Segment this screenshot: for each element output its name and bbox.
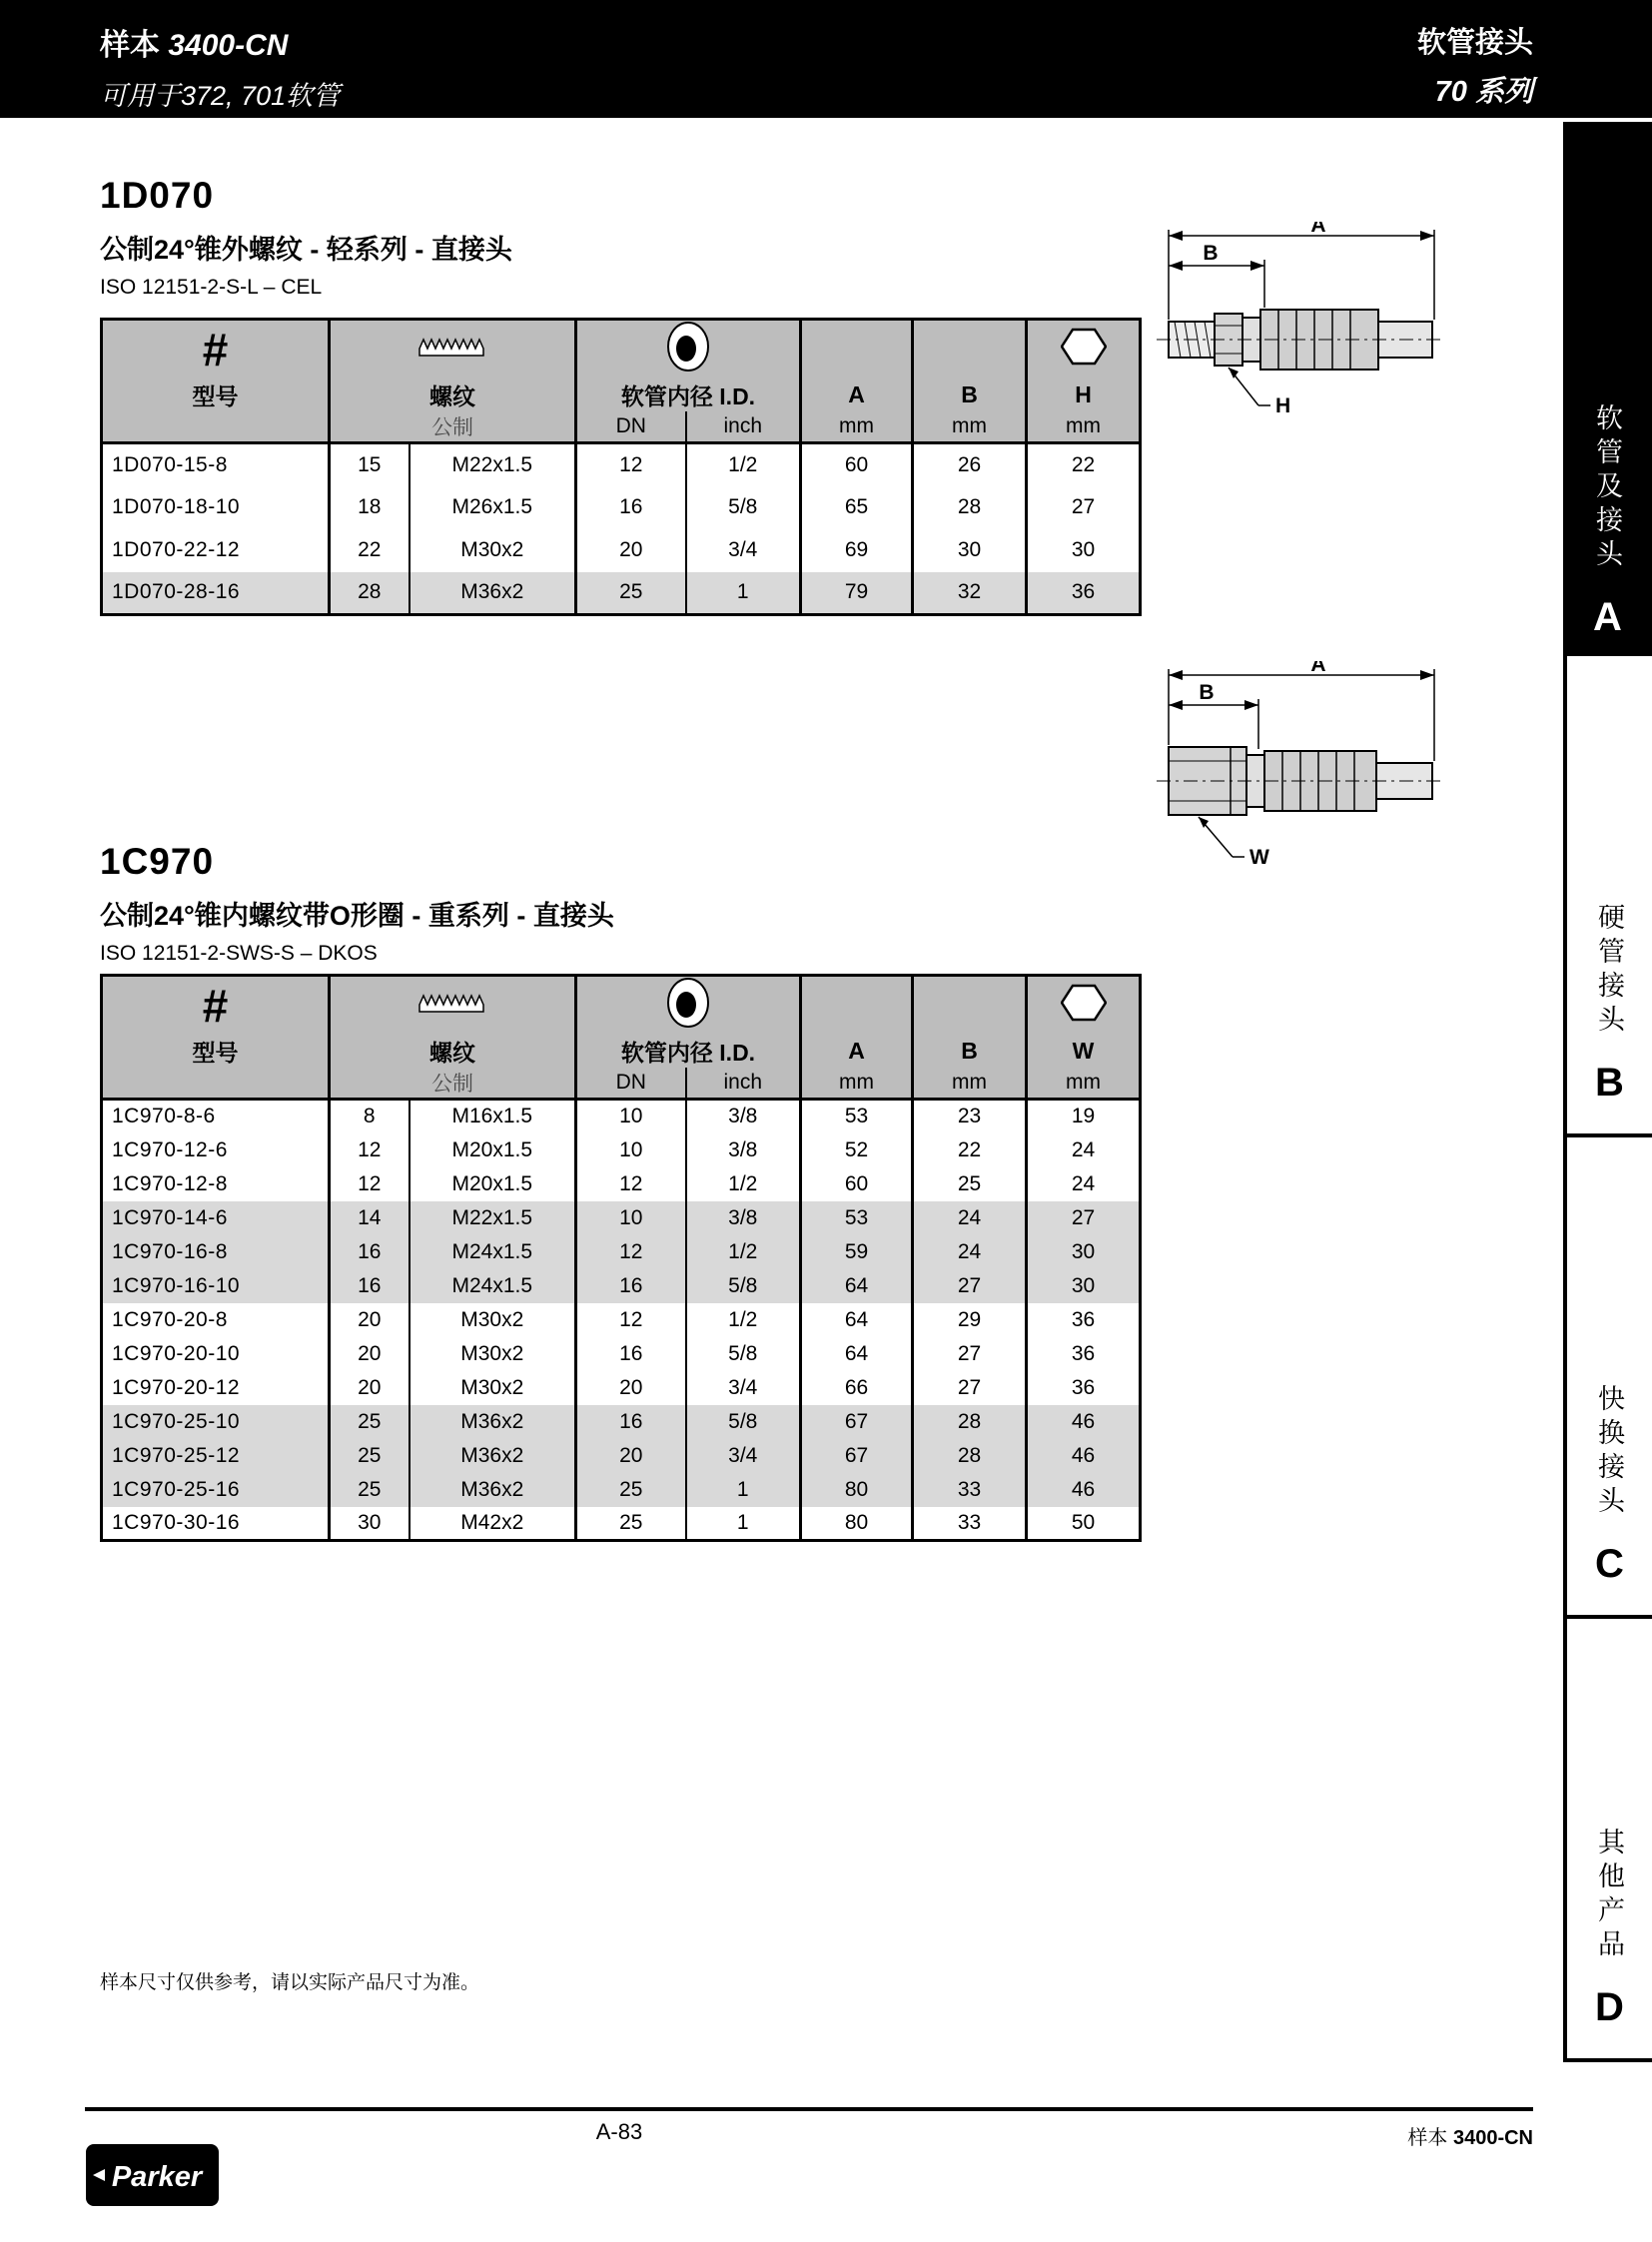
- table-cell: 50: [1071, 1510, 1096, 1534]
- table-cell: 1/2: [686, 1235, 801, 1269]
- sub-unit: mm: [913, 1068, 1027, 1100]
- spec-table-1d070: [100, 318, 1142, 616]
- parker-logo: [85, 2143, 220, 2212]
- product-code: 1D070: [100, 175, 215, 216]
- table-cell: 67: [801, 1439, 913, 1473]
- table-cell: 12: [576, 443, 686, 486]
- table-row: [102, 1337, 1141, 1371]
- product-title: 公制24°锥外螺纹 - 轻系列 - 直接头: [100, 235, 512, 265]
- number-sign: #: [202, 323, 229, 375]
- thread-profile-icon: [330, 976, 576, 1035]
- table-cell: 30: [1071, 538, 1096, 561]
- table-cell: M22x1.5: [410, 443, 576, 486]
- table-row: [102, 1473, 1141, 1507]
- tab-label: 硬管接头: [1594, 903, 1624, 1039]
- table-cell: 1C970-14-6: [102, 1201, 330, 1235]
- table-cell: 1D070-18-10: [102, 486, 330, 529]
- table-cell: 27: [913, 1337, 1027, 1371]
- table-row: [102, 1235, 1141, 1269]
- table-cell: 24: [1071, 1171, 1096, 1195]
- technical-drawing-1d070: [1147, 222, 1446, 436]
- hose-compatibility: 可用于372, 701软管: [100, 81, 341, 111]
- table-cell: 1C970-16-8: [102, 1235, 330, 1269]
- table-cell: 1: [686, 1473, 801, 1507]
- table-row: [102, 1507, 1141, 1541]
- parker-logo-text: Parker: [111, 2161, 203, 2193]
- sidebar-tab-tube-fittings[interactable]: [1563, 656, 1652, 1137]
- col-part: 型号: [102, 377, 330, 411]
- table-cell: 22: [913, 1133, 1027, 1167]
- thread-profile-icon: [330, 320, 576, 378]
- table-cell: 25: [913, 1167, 1027, 1201]
- table-cell: 16: [330, 1269, 410, 1303]
- col-hose-id: 软管内径 I.D.: [576, 1034, 801, 1068]
- table-row: [102, 443, 1141, 486]
- hose-bore-icon: [576, 976, 801, 1035]
- table-cell: 33: [913, 1473, 1027, 1507]
- table-cell: 64: [801, 1303, 913, 1337]
- table-cell: 5/8: [686, 486, 801, 529]
- table-cell: M26x1.5: [410, 486, 576, 529]
- table-cell: 3/8: [686, 1201, 801, 1235]
- sub-metric: 公制: [330, 1068, 576, 1100]
- dim-h-label: H: [1275, 394, 1291, 417]
- table-cell: 25: [576, 572, 686, 615]
- table-cell: 1C970-8-6: [102, 1100, 330, 1133]
- table-row: [102, 1167, 1141, 1201]
- tab-letter: B: [1595, 1061, 1624, 1105]
- table-cell: 33: [913, 1507, 1027, 1541]
- table-cell: M22x1.5: [410, 1201, 576, 1235]
- table-cell: 1C970-30-16: [102, 1507, 330, 1541]
- table-cell: M30x2: [410, 1371, 576, 1405]
- table-cell: M16x1.5: [410, 1100, 576, 1133]
- sub-unit: mm: [801, 411, 913, 443]
- header-sub-row: [102, 411, 1141, 443]
- col-b: B: [913, 1034, 1027, 1068]
- table-cell: 5/8: [686, 1269, 801, 1303]
- table-cell: 5/8: [686, 1405, 801, 1439]
- table-cell: 69: [801, 529, 913, 572]
- col-a: A: [801, 1034, 913, 1068]
- table-cell: M30x2: [410, 529, 576, 572]
- footer-ref-label: 样本: [1407, 2127, 1448, 2149]
- hose-bore-icon: [576, 320, 801, 378]
- table-cell: 16: [576, 486, 686, 529]
- table-cell: 25: [576, 1473, 686, 1507]
- header-label-row: [102, 377, 1141, 411]
- table-cell: M24x1.5: [410, 1235, 576, 1269]
- table-cell: 1C970-25-10: [102, 1405, 330, 1439]
- tab-letter: D: [1595, 1985, 1624, 2029]
- section-heading-1c970: [100, 841, 614, 966]
- table-cell: 10: [576, 1133, 686, 1167]
- col-thread: 螺纹: [330, 1034, 576, 1068]
- table-cell: 28: [913, 1405, 1027, 1439]
- table-cell: 67: [801, 1405, 913, 1439]
- table-cell: 29: [913, 1303, 1027, 1337]
- col-h: H: [1027, 377, 1141, 411]
- table-cell: 3/4: [686, 529, 801, 572]
- table-cell: 80: [801, 1507, 913, 1541]
- table-cell: 1: [686, 1507, 801, 1541]
- table-row: [102, 1371, 1141, 1405]
- table-cell: 27: [1027, 1201, 1141, 1235]
- table-cell: 5/8: [686, 1337, 801, 1371]
- table-cell: 60: [801, 1167, 913, 1201]
- table-cell: 16: [576, 1337, 686, 1371]
- table-cell: 46: [1027, 1439, 1141, 1473]
- spec-table-1c970: [100, 974, 1142, 1542]
- table-cell: 66: [801, 1371, 913, 1405]
- table-cell: 25: [576, 1507, 686, 1541]
- table-cell: 1D070-22-12: [102, 529, 330, 572]
- table-cell: 64: [801, 1337, 913, 1371]
- sidebar-tab-quick-couplings[interactable]: [1563, 1137, 1652, 1619]
- table-cell: 1D070-28-16: [102, 572, 330, 615]
- table-cell: M36x2: [410, 572, 576, 615]
- sub-inch: inch: [686, 411, 801, 443]
- table-cell: 1C970-20-12: [102, 1371, 330, 1405]
- table-cell: 3/8: [686, 1100, 801, 1133]
- table-cell: 22: [1071, 452, 1096, 476]
- footer-divider: [85, 2107, 1533, 2111]
- tab-letter: C: [1595, 1542, 1624, 1586]
- table-cell: M36x2: [410, 1405, 576, 1439]
- table-cell: 8: [330, 1100, 410, 1133]
- table-cell: 25: [330, 1439, 410, 1473]
- table-cell: 52: [801, 1133, 913, 1167]
- table-cell: 1C970-12-6: [102, 1133, 330, 1167]
- table-cell: 20: [330, 1337, 410, 1371]
- table-row: [102, 572, 1141, 615]
- table-cell: M36x2: [410, 1473, 576, 1507]
- table-cell: 20: [576, 1371, 686, 1405]
- table-cell: 46: [1027, 1405, 1141, 1439]
- header-label-row: [102, 1034, 1141, 1068]
- table-cell: 23: [913, 1100, 1027, 1133]
- table-cell: 1/2: [686, 443, 801, 486]
- table-cell: 36: [1027, 572, 1141, 615]
- table-cell: M36x2: [410, 1439, 576, 1473]
- col-b: B: [913, 377, 1027, 411]
- table-cell: 25: [330, 1405, 410, 1439]
- table-row: [102, 1201, 1141, 1235]
- product-title: 公制24°锥内螺纹带O形圈 - 重系列 - 直接头: [100, 901, 614, 931]
- sub-unit: mm: [1027, 1068, 1141, 1100]
- table-cell: 24: [913, 1235, 1027, 1269]
- table-row: [102, 1269, 1141, 1303]
- table-cell: 3/4: [686, 1371, 801, 1405]
- table-row: [102, 1303, 1141, 1337]
- table-row: [102, 486, 1141, 529]
- table-cell: 46: [1027, 1473, 1141, 1507]
- page-header: [0, 0, 1652, 118]
- col-w: W: [1027, 1034, 1141, 1068]
- table-cell: 27: [913, 1371, 1027, 1405]
- table-cell: 3/8: [686, 1133, 801, 1167]
- table-cell: 12: [576, 1167, 686, 1201]
- table-cell: M30x2: [410, 1337, 576, 1371]
- table-row: [102, 1439, 1141, 1473]
- dim-a-label: A: [1310, 661, 1326, 676]
- table-cell: 1/2: [686, 1167, 801, 1201]
- sidebar-tab-hose-fittings[interactable]: [1563, 122, 1652, 656]
- table-cell: 30: [913, 529, 1027, 572]
- table-cell: 1/2: [686, 1303, 801, 1337]
- category-title: 软管接头: [1416, 27, 1533, 59]
- section-heading-1d070: [100, 175, 512, 300]
- table-cell: M20x1.5: [410, 1167, 576, 1201]
- dim-w-label: W: [1249, 846, 1269, 869]
- sub-unit: mm: [801, 1068, 913, 1100]
- sub-dn: DN: [576, 411, 686, 443]
- hex-nut-icon: [1027, 320, 1141, 378]
- table-cell: 30: [330, 1507, 410, 1541]
- col-part: 型号: [102, 1034, 330, 1068]
- footer-catalog-ref: [1407, 2121, 1533, 2150]
- table-cell: 1C970-16-10: [102, 1269, 330, 1303]
- table-cell: 24: [1071, 1137, 1096, 1161]
- table-cell: 80: [801, 1473, 913, 1507]
- header-icon-row: [102, 320, 1141, 378]
- table-cell: 16: [330, 1235, 410, 1269]
- table-row: [102, 1100, 1141, 1133]
- table-cell: 25: [330, 1473, 410, 1507]
- header-right: [1417, 20, 1533, 110]
- table-cell: 36: [1071, 1307, 1096, 1331]
- table-row: [102, 529, 1141, 572]
- table-cell: 1D070-15-8: [102, 443, 330, 486]
- table-cell: 65: [801, 486, 913, 529]
- dim-a-label: A: [1310, 222, 1326, 237]
- table-cell: 16: [576, 1405, 686, 1439]
- table-cell: 20: [576, 1439, 686, 1473]
- sub-unit: mm: [913, 411, 1027, 443]
- technical-drawing-1c970: [1147, 661, 1446, 896]
- tab-label: 快换接头: [1594, 1384, 1624, 1520]
- table-cell: 10: [576, 1201, 686, 1235]
- table-cell: 22: [330, 529, 410, 572]
- table-cell: 28: [913, 486, 1027, 529]
- table-cell: 1C970-20-8: [102, 1303, 330, 1337]
- sub-metric: 公制: [330, 411, 576, 443]
- table-cell: 30: [1027, 1235, 1141, 1269]
- table-cell: 1C970-12-8: [102, 1167, 330, 1201]
- disclaimer-note: 样本尺寸仅供参考，请以实际产品尺寸为准。: [100, 1972, 480, 1993]
- table-cell: 36: [1071, 1375, 1096, 1399]
- page-number: A-83: [595, 2119, 643, 2144]
- table-cell: M20x1.5: [410, 1133, 576, 1167]
- col-hose-id: 软管内径 I.D.: [576, 377, 801, 411]
- table-cell: 19: [1071, 1105, 1096, 1128]
- table-cell: 20: [330, 1303, 410, 1337]
- table-cell: 1C970-25-16: [102, 1473, 330, 1507]
- table-row: [102, 1405, 1141, 1439]
- sub-dn: DN: [576, 1068, 686, 1100]
- table-cell: M42x2: [410, 1507, 576, 1541]
- table-cell: 14: [330, 1201, 410, 1235]
- table-cell: 28: [913, 1439, 1027, 1473]
- table-cell: 24: [913, 1201, 1027, 1235]
- standard-ref: ISO 12151-2-S-L – CEL: [100, 276, 323, 299]
- table-cell: 30: [1027, 1269, 1141, 1303]
- table-cell: 26: [913, 443, 1027, 486]
- sub-unit: mm: [1027, 411, 1141, 443]
- table-cell: 12: [330, 1133, 410, 1167]
- footer-ref-code: 3400-CN: [1452, 2127, 1533, 2149]
- header-icon-row: [102, 976, 1141, 1035]
- table-cell: 32: [913, 572, 1027, 615]
- dim-b-label: B: [1199, 681, 1215, 704]
- sub-inch: inch: [686, 1068, 801, 1100]
- tab-letter: A: [1593, 595, 1622, 639]
- sidebar-tab-other-products[interactable]: [1563, 1619, 1652, 2062]
- dim-b-label: B: [1203, 242, 1219, 265]
- table-cell: M24x1.5: [410, 1269, 576, 1303]
- catalog-code: 3400-CN: [168, 29, 289, 62]
- table-cell: 18: [330, 486, 410, 529]
- catalog-label: 样本: [100, 29, 160, 62]
- table-row: [102, 1133, 1141, 1167]
- hex-nut-icon: [1027, 976, 1141, 1035]
- table-cell: 79: [801, 572, 913, 615]
- table-cell: 36: [1071, 1341, 1096, 1365]
- table-cell: 16: [576, 1269, 686, 1303]
- table-cell: 12: [330, 1167, 410, 1201]
- table-cell: 3/4: [686, 1439, 801, 1473]
- table-cell: 53: [801, 1201, 913, 1235]
- table-cell: 12: [576, 1303, 686, 1337]
- header-sub-row: [102, 1068, 1141, 1100]
- table-cell: 27: [913, 1269, 1027, 1303]
- table-cell: 20: [330, 1371, 410, 1405]
- table-cell: 1C970-20-10: [102, 1337, 330, 1371]
- table-cell: 64: [801, 1269, 913, 1303]
- table-cell: 1: [686, 572, 801, 615]
- table-cell: 60: [801, 443, 913, 486]
- number-sign: #: [202, 979, 229, 1032]
- table-cell: 20: [576, 529, 686, 572]
- col-thread: 螺纹: [330, 377, 576, 411]
- table-cell: 27: [1071, 495, 1096, 518]
- table-cell: 28: [330, 572, 410, 615]
- table-cell: 15: [330, 443, 410, 486]
- table-cell: 53: [801, 1100, 913, 1133]
- header-left: [100, 20, 340, 113]
- table-cell: 1C970-25-12: [102, 1439, 330, 1473]
- table-cell: M30x2: [410, 1303, 576, 1337]
- tab-label: 软管及接头: [1592, 403, 1622, 573]
- table-cell: 12: [576, 1235, 686, 1269]
- col-a: A: [801, 377, 913, 411]
- tab-label: 其他产品: [1594, 1828, 1624, 1963]
- standard-ref: ISO 12151-2-SWS-S – DKOS: [100, 942, 378, 965]
- series-title: 70 系列: [1434, 76, 1533, 108]
- product-code: 1C970: [100, 841, 215, 882]
- table-cell: 10: [576, 1100, 686, 1133]
- table-cell: 59: [801, 1235, 913, 1269]
